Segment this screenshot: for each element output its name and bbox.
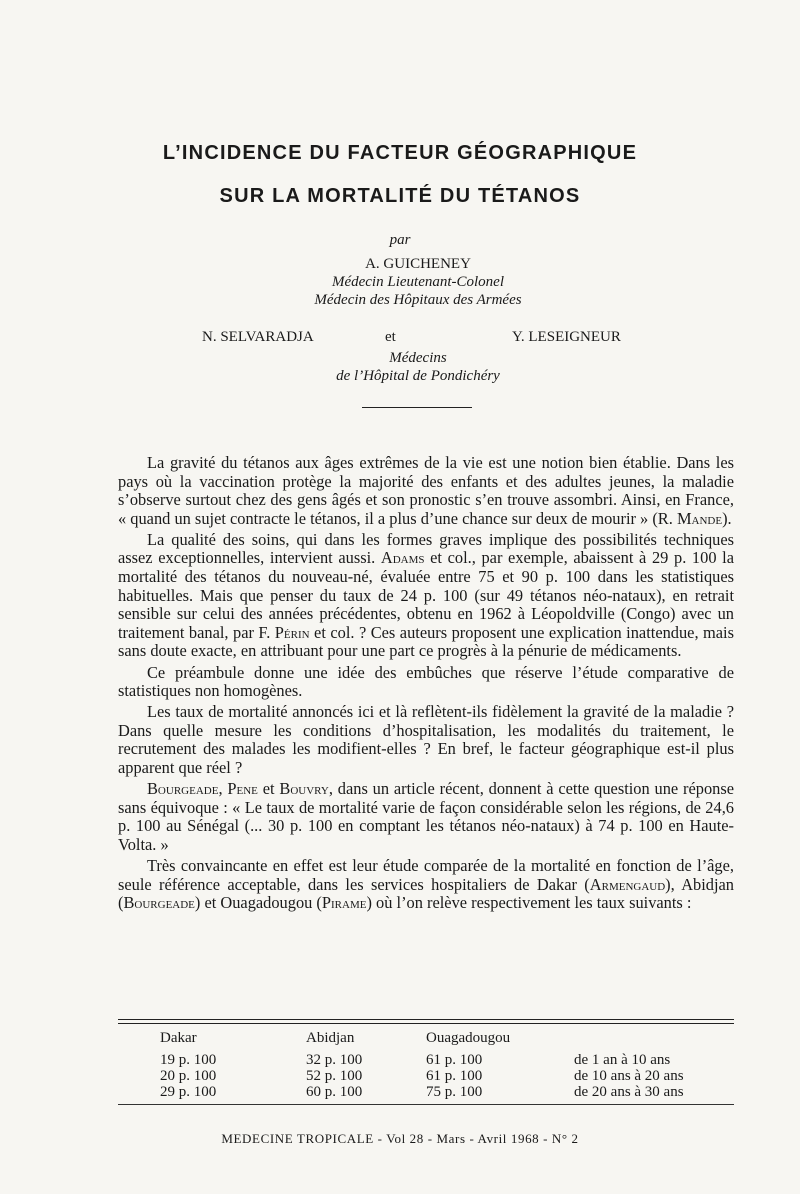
- table-rule-top-inner: [118, 1023, 734, 1024]
- author-conjunction: et: [385, 329, 396, 345]
- table-cell-age-range: de 20 ans à 30 ans: [574, 1084, 684, 1100]
- paragraph-6: Très convaincante en effet est leur étude comparée de la mortalité en fonction de l’âge, seule référence acceptable, dans les services hospitaliers de Dakar (Armengaud), Abidjan (Bourgeade) et Ouagadougou (Pirame) où l’on relève respectivement les taux suivants :: [118, 855, 734, 913]
- group-role-2: de l’Hôpital de Pondichéry: [336, 368, 500, 384]
- table-rule-top: [118, 1019, 734, 1020]
- citation: Pene: [227, 779, 258, 799]
- separator-rule: [362, 407, 472, 408]
- table-row: [118, 1084, 734, 1100]
- paragraph-5: Bourgeade, Pene et Bouvry, dans un article récent, donnent à cette question une réponse sans équivoque : « Le taux de mortalité varie de façon considérable selon les régions, de 24,6 p. 100 au Sénégal (... 30 p. 100 en comptant les tétanos néo-nataux) à 74 p. 100 en Haute-Volta. »: [118, 779, 735, 854]
- journal-footer: MEDECINE TROPICALE - Vol 28 - Mars - Avril 1968 - N° 2: [221, 1131, 579, 1146]
- citation: Adams: [380, 548, 425, 568]
- article-title-line-1: L’INCIDENCE DU FACTEUR GÉOGRAPHIQUE: [162, 142, 638, 164]
- table-header-cell: Dakar: [160, 1030, 197, 1046]
- author-leseigneur: Y. LESEIGNEUR: [512, 329, 621, 345]
- table-cell: 75 p. 100: [426, 1084, 483, 1100]
- table-header-row: [118, 1025, 734, 1052]
- table-header-cell: [574, 1025, 734, 1052]
- table-cell: 32 p. 100: [306, 1052, 363, 1068]
- table-cell: 52 p. 100: [306, 1068, 363, 1084]
- citation: Périn: [274, 622, 310, 642]
- table-cell: 61 p. 100: [426, 1052, 483, 1068]
- citation: Bourgeade: [147, 779, 219, 799]
- table-header-cell: Ouagadougou: [426, 1030, 511, 1046]
- table-cell: 20 p. 100: [160, 1068, 217, 1084]
- table-cell: 29 p. 100: [160, 1084, 217, 1100]
- table-cell: 61 p. 100: [426, 1068, 483, 1084]
- citation: Armengaud: [589, 874, 666, 894]
- paragraph-2: La qualité des soins, qui dans les formes graves implique des possibilités techniques assez exceptionnelles, intervient aussi. Adams et col., par exemple, abaissent à 29 p. 100 la mortalité des tétanos du nouveau-né, évaluée entre 75 et 90 p. 100 dans les statistiques habituelles. Mais que penser du taux de 24 p. 100 (sur 49 tétanos néo-nataux), en retrait sensible sur celui des années précédentes, obtenu en 1962 à Léopoldville (Congo) avec un traitement banal, par F. Périn et col. ? Ces auteurs proposent une explication inattendue, mais sans doute exacte, en attribuant pour une part ce progrès à la pénurie de médicaments.: [118, 529, 734, 661]
- citation: Bourgeade: [123, 893, 195, 913]
- table-row: [118, 1052, 734, 1068]
- table-rule-bottom: [118, 1104, 734, 1105]
- article-title-line-2: SUR LA MORTALITÉ DU TÉTANOS: [219, 185, 581, 207]
- article-body: [118, 454, 734, 915]
- table-cell-age-range: de 10 ans à 20 ans: [574, 1068, 684, 1084]
- author-selvaradja: N. SELVARADJA: [202, 329, 314, 345]
- author-guicheney: A. GUICHENEY: [365, 256, 471, 272]
- citation: Mande: [676, 508, 723, 528]
- author-guicheney-role-2: Médecin des Hôpitaux des Armées: [314, 292, 522, 308]
- table-row: [118, 1068, 734, 1084]
- table-header-cell: Abidjan: [306, 1030, 355, 1046]
- group-role-1: Médecins: [389, 350, 447, 366]
- table-cell: 60 p. 100: [306, 1084, 363, 1100]
- paragraph-1: La gravité du tétanos aux âges extrêmes de la vie est une notion bien établie. Dans les pays où la vaccination protège la majorité des enfants et des adultes jeunes, la maladie s’observe surtout chez des gens âgés et son pronostic s’en trouve assombri. Ainsi, en France, « quand un sujet contracte le tétanos, il a plus d’une chance sur deux de mourir » (R. Mande).: [118, 453, 734, 528]
- citation: Bouvry: [279, 779, 329, 799]
- table-cell-age-range: de 1 an à 10 ans: [574, 1052, 671, 1068]
- byline-par: par: [389, 232, 411, 248]
- table-cell: 19 p. 100: [160, 1052, 217, 1068]
- author-guicheney-role-1: Médecin Lieutenant-Colonel: [331, 274, 505, 290]
- mortality-table: [118, 1025, 734, 1100]
- paragraph-4: Les taux de mortalité annoncés ici et là reflètent-ils fidèlement la gravité de la maladie ? Dans quelle mesure les conditions d’hospitalisation, les modalités du traitement, le recrutement des malades les modifient-elles ? En bref, le facteur géographique est-il plus apparent que réel ?: [118, 702, 734, 777]
- paragraph-3: Ce préambule donne une idée des embûches que réserve l’étude comparative de statistiques non homogènes.: [118, 662, 734, 701]
- citation: Pirame: [321, 893, 367, 913]
